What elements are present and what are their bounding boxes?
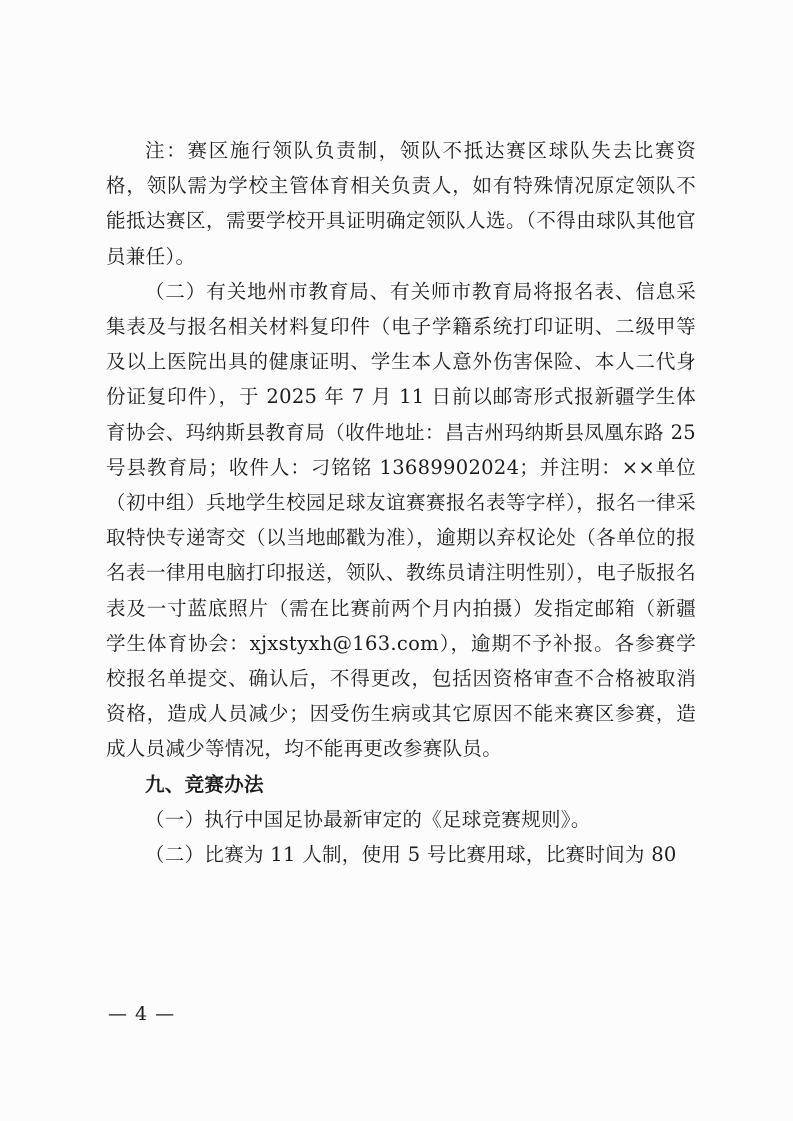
page-number: — 4 — [108, 1003, 176, 1025]
section-heading: 九、竞赛办法 [145, 772, 264, 796]
note-paragraph: 注：赛区施行领队负责制，领队不抵达赛区球队失去比赛资格，领队需为学校主管体育相关负责人，如有特殊情况原定领队不能抵达赛区，需要学校开具证明确定领队人选。（不得由球队其他官员兼任）。 [106, 139, 696, 268]
section-item-rules: （一）执行中国足协最新审定的《足球竞赛规则》。 [145, 807, 591, 831]
section-item-format: （二）比赛为 11 人制，使用 5 号比赛用球，比赛时间为 80 [145, 843, 677, 867]
registration-paragraph: （二）有关地州市教育局、有关师市教育局将报名表、信息采集表及与报名相关材料复印件（电子学籍系统打印证明、二级甲等及以上医院出具的健康证明、学生本人意外伤害保险、本人二代身份证复印件），于 2025 年 7 月 11 日前以邮寄形式报新疆学生体育协会、玛纳斯县教育局（收件地址：昌吉州玛纳斯县凤凰东路 25 号县教育局；收件人：刁铭铭 13689902024；并注明：××单位（初中组）兵地学生校园足球友谊赛赛报名表等字样），报名一律采取特快专递寄交（以当地邮戳为准），逾期以弃权论处（各单位的报名表一律用电脑打印报送，领队、教练员请注明性别），电子版报名表及一寸蓝底照片（需在比赛前两个月内拍摄）发指定邮箱（新疆学生体育协会：xjxstyxh@163.com），逾期不予补报。各参赛学校报名单提交、确认后，不得更改，包括因资格审查不合格被取消资格，造成人员减少；因受伤生病或其它原因不能来赛区参赛，造成人员减少等情况，均不能再更改参赛队员。 [106, 279, 696, 761]
document-body [106, 133, 696, 872]
